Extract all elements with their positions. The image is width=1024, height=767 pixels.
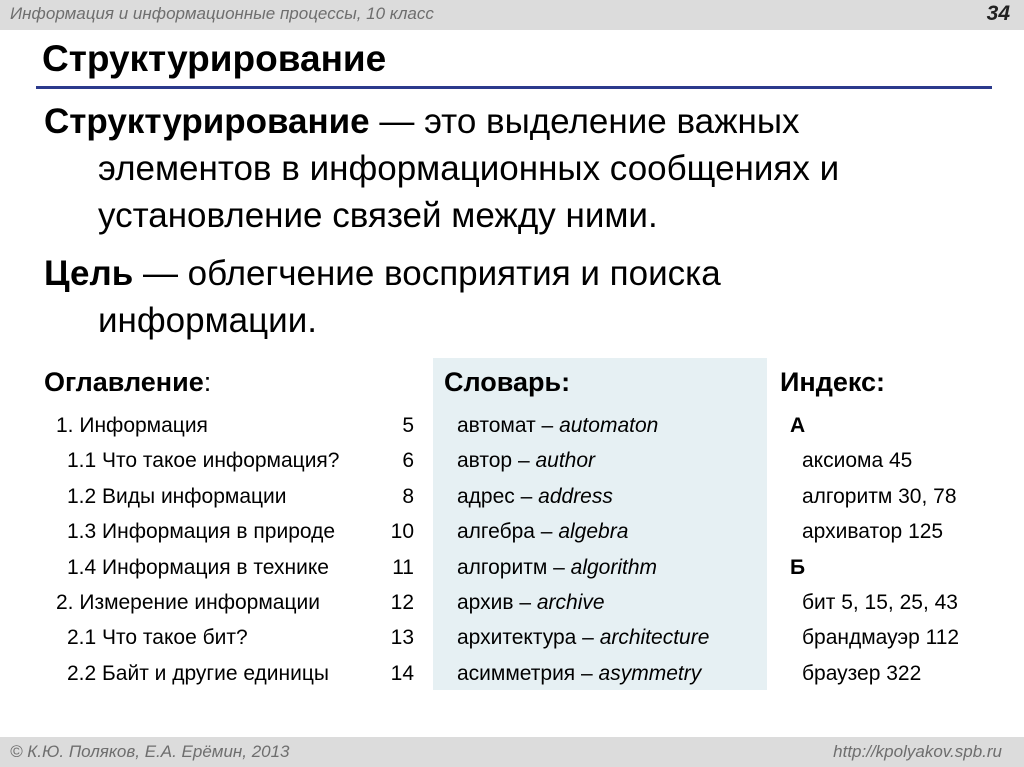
dictionary-en-word: archive bbox=[536, 590, 605, 614]
dictionary-list bbox=[457, 408, 757, 691]
definition-term: Структурирование bbox=[44, 102, 370, 141]
toc-row bbox=[50, 620, 420, 655]
dictionary-dash: – bbox=[535, 414, 560, 437]
index-item: браузер 322 bbox=[802, 661, 922, 685]
definition-line-3: установление связей между ними. bbox=[98, 196, 658, 235]
dictionary-en-word: author bbox=[535, 449, 596, 473]
index-letter: Б bbox=[790, 555, 806, 579]
dictionary-entry bbox=[457, 514, 757, 549]
toc-page: 10 bbox=[390, 520, 414, 544]
dictionary-heading: Словарь: bbox=[444, 367, 571, 397]
toc-row bbox=[50, 443, 420, 478]
dictionary-entry bbox=[457, 443, 757, 478]
dictionary-entry bbox=[457, 585, 757, 620]
dictionary-ru-word: автомат bbox=[457, 414, 536, 437]
toc-heading-colon: : bbox=[203, 367, 212, 397]
toc-entry: 2.1 Что такое бит? bbox=[67, 626, 248, 650]
dictionary-ru-word: асимметрия bbox=[457, 661, 576, 685]
dictionary-en-word: algorithm bbox=[570, 555, 658, 579]
index-heading: Индекс: bbox=[780, 367, 886, 397]
toc-entry: 1.3 Информация в природе bbox=[67, 520, 336, 544]
toc-entry: 2. Измерение информации bbox=[56, 590, 320, 614]
dictionary-entry bbox=[457, 408, 757, 443]
index-item: архиватор 125 bbox=[802, 520, 944, 544]
toc-row bbox=[50, 479, 420, 514]
footer-bar bbox=[0, 737, 1024, 767]
toc-entry: 2.2 Байт и другие единицы bbox=[67, 661, 329, 685]
toc-row bbox=[50, 656, 420, 691]
dictionary-en-word: automaton bbox=[559, 414, 659, 437]
index-item: алгоритм 30, 78 bbox=[802, 484, 957, 508]
toc-entry: 1.2 Виды информации bbox=[67, 484, 287, 508]
dictionary-ru-word: алгоритм bbox=[457, 555, 548, 579]
definition-line-1: — это выделение важных bbox=[369, 102, 800, 141]
toc-row bbox=[50, 585, 420, 620]
definition-paragraph bbox=[44, 98, 984, 239]
toc-page: 8 bbox=[402, 484, 414, 508]
toc-entry: 1.1 Что такое информация? bbox=[67, 449, 340, 473]
footer-url[interactable]: http://kpolyakov.spb.ru bbox=[833, 742, 1002, 761]
toc-page: 12 bbox=[390, 590, 414, 614]
dictionary-en-word: address bbox=[538, 484, 613, 508]
toc-heading-text: Оглавление bbox=[44, 367, 204, 397]
dictionary-dash: – bbox=[534, 520, 559, 544]
dictionary-entry bbox=[457, 656, 757, 691]
dictionary-entry bbox=[457, 550, 757, 585]
dictionary-dash: – bbox=[547, 555, 571, 579]
dictionary-en-word: architecture bbox=[599, 626, 710, 650]
dictionary-dash: – bbox=[512, 449, 536, 473]
dictionary-ru-word: архитектура bbox=[457, 626, 577, 650]
dictionary-ru-word: архив bbox=[457, 590, 514, 614]
dictionary-entry bbox=[457, 479, 757, 514]
toc-heading bbox=[44, 367, 211, 398]
dictionary-en-word: asymmetry bbox=[598, 661, 702, 685]
index-item: аксиома 45 bbox=[802, 449, 913, 473]
goal-paragraph bbox=[44, 250, 984, 344]
header-bar bbox=[0, 0, 1024, 30]
dictionary-dash: – bbox=[514, 484, 539, 508]
goal-line-2: информации. bbox=[98, 301, 318, 340]
slide-number: 34 bbox=[986, 2, 1010, 25]
footer-authors: © К.Ю. Поляков, Е.А. Ерёмин, 2013 bbox=[10, 742, 290, 761]
goal-term: Цель bbox=[44, 254, 134, 293]
dictionary-ru-word: алгебра bbox=[457, 520, 535, 544]
index-letter: А bbox=[790, 414, 806, 437]
goal-line-1: — облегчение восприятия и поиска bbox=[133, 254, 721, 293]
toc-row bbox=[50, 408, 420, 443]
definition-line-2: элементов в информационных сообщениях и bbox=[98, 149, 840, 188]
slide-title: Структурирование bbox=[42, 38, 387, 79]
toc-row bbox=[50, 514, 420, 549]
toc-entry: 1. Информация bbox=[56, 414, 208, 437]
dictionary-entry bbox=[457, 620, 757, 655]
table-of-contents bbox=[50, 408, 420, 691]
toc-page: 11 bbox=[392, 555, 414, 579]
dictionary-ru-word: автор bbox=[457, 449, 513, 473]
toc-page: 14 bbox=[390, 661, 414, 685]
dictionary-ru-word: адрес bbox=[457, 484, 515, 508]
index-list bbox=[790, 408, 1010, 691]
dictionary-dash: – bbox=[576, 626, 600, 650]
toc-page: 6 bbox=[402, 449, 414, 473]
toc-row bbox=[50, 550, 420, 585]
dictionary-dash: – bbox=[575, 661, 599, 685]
course-subtitle: Информация и информационные процессы, 10 класс bbox=[10, 4, 434, 23]
toc-entry: 1.4 Информация в технике bbox=[67, 555, 329, 579]
toc-page: 13 bbox=[390, 626, 414, 650]
title-underline bbox=[36, 86, 992, 89]
index-item: бит 5, 15, 25, 43 bbox=[802, 590, 958, 614]
index-item: брандмауэр 112 bbox=[802, 626, 960, 650]
dictionary-en-word: algebra bbox=[558, 520, 629, 544]
dictionary-dash: – bbox=[513, 590, 537, 614]
toc-page: 5 bbox=[402, 414, 414, 437]
